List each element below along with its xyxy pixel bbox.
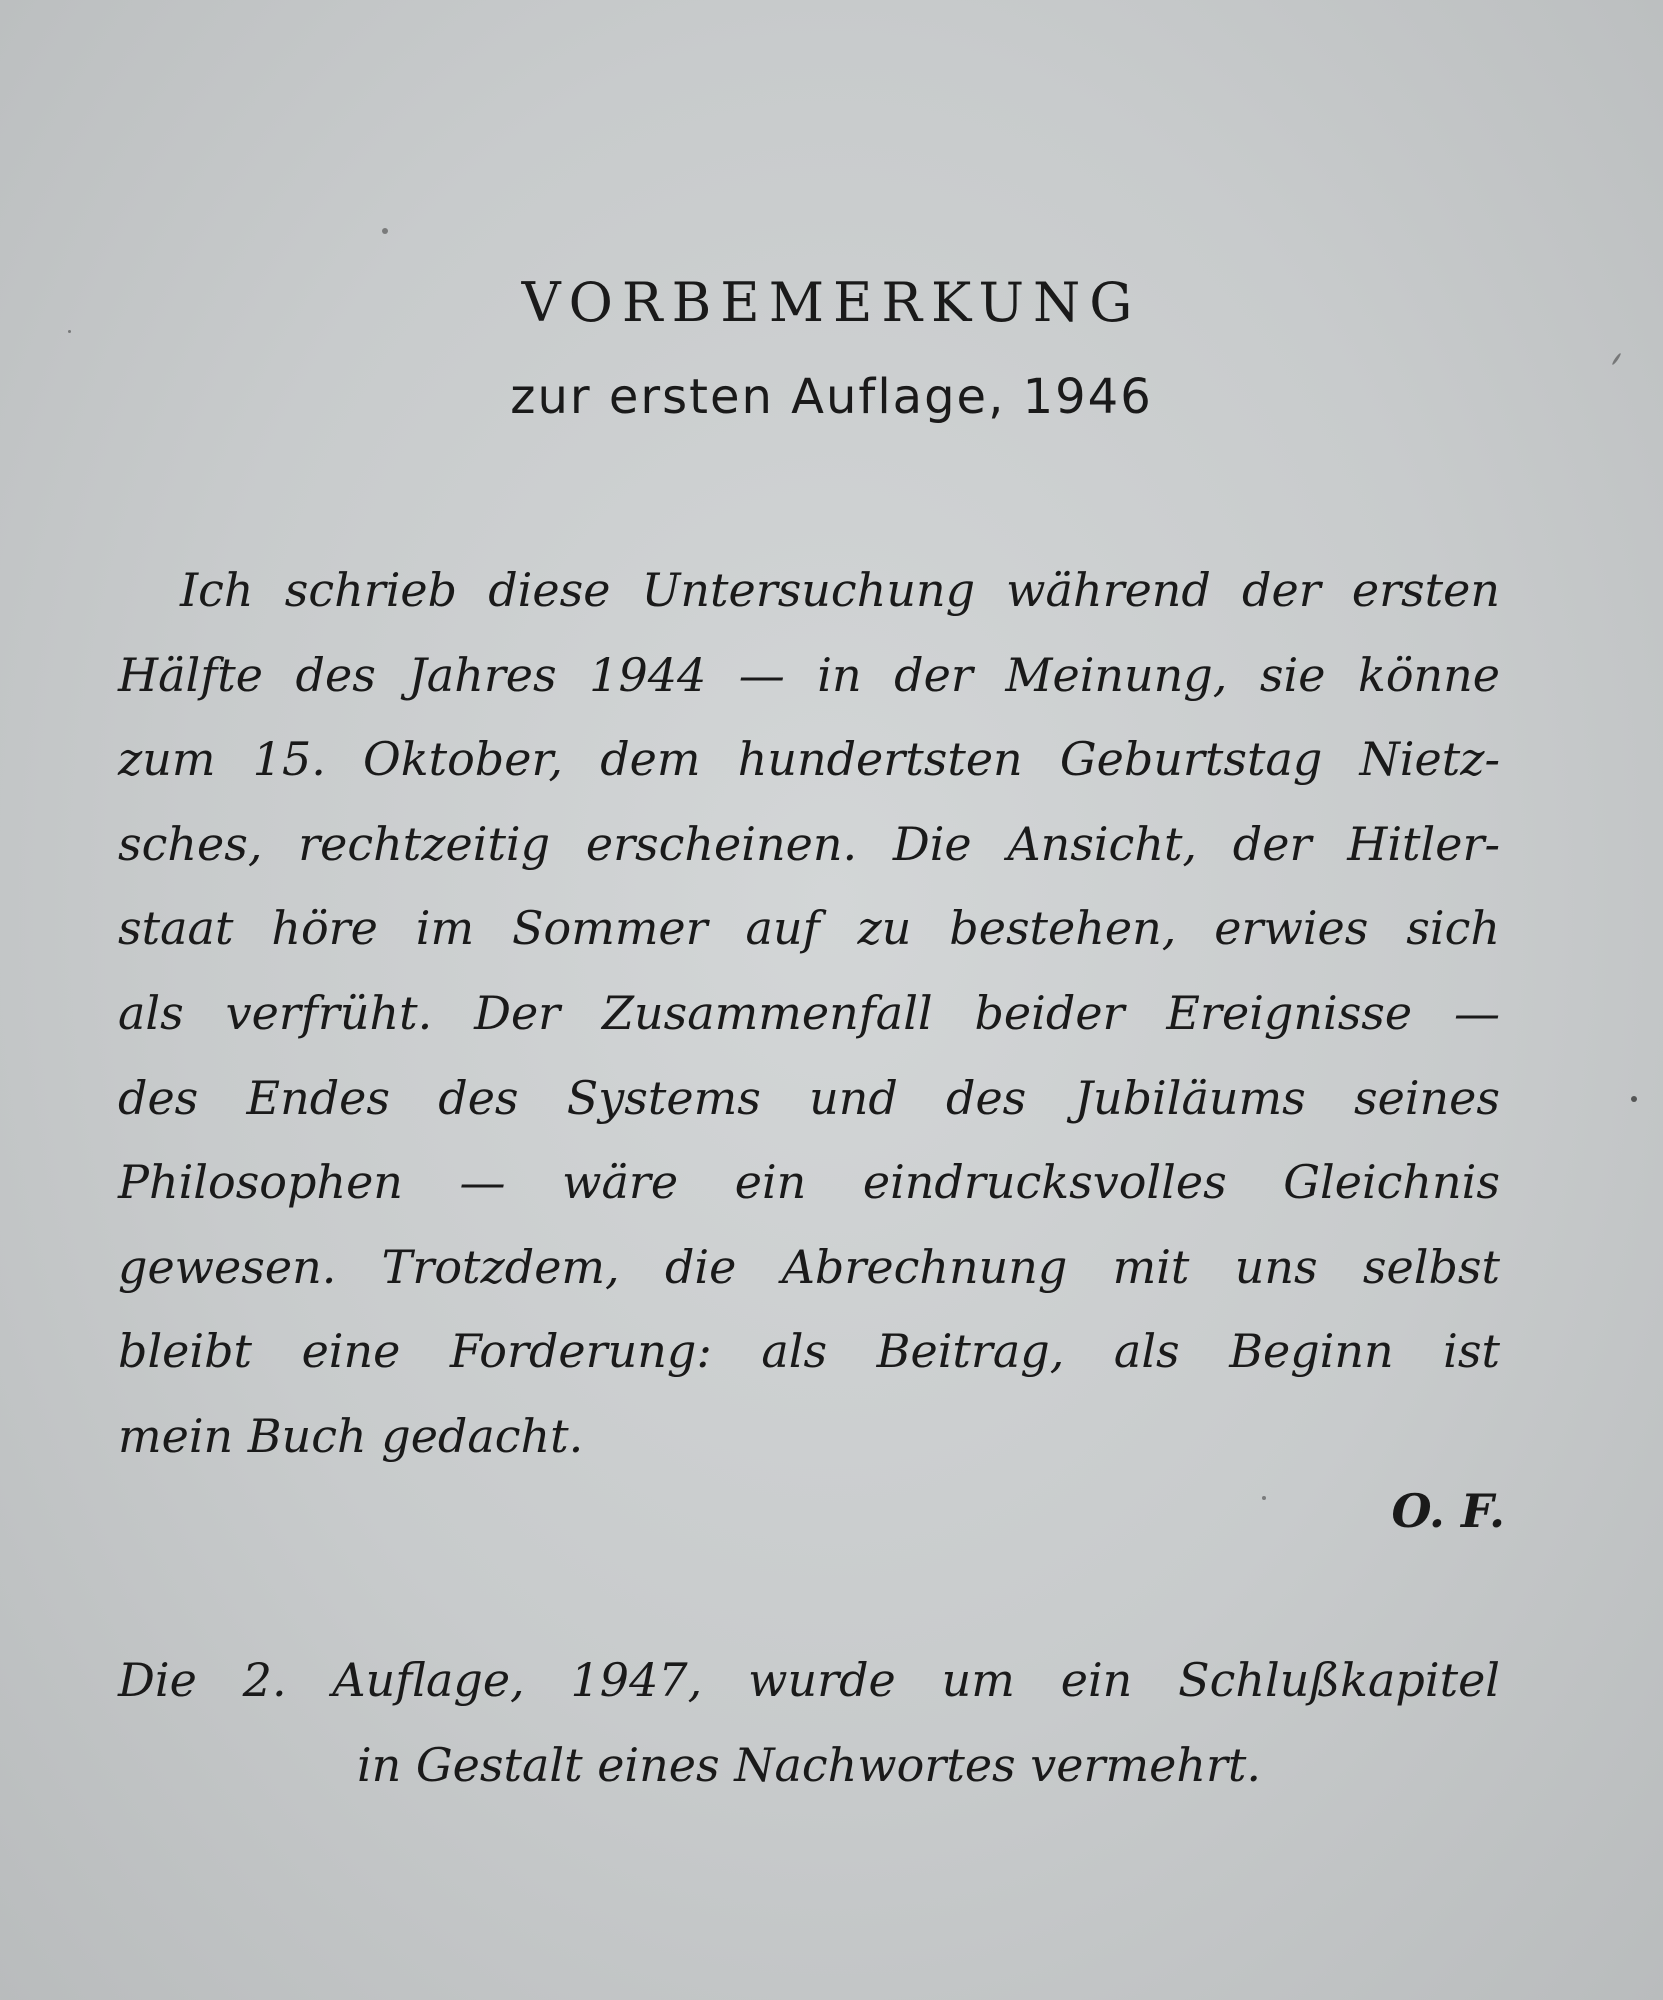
author-initials: O. F. [1391, 1484, 1505, 1538]
text-line: als verfrüht. Der Zusammenfall beider Ereignisse — [118, 985, 1500, 1040]
paper-speck [1262, 1496, 1266, 1500]
text-line: Ich schrieb diese Untersuchung während der ersten [180, 563, 1500, 617]
text-line: mein Buch gedacht. [118, 1408, 584, 1463]
text-line: des Endes des Systems und des Jubiläums seines [118, 1070, 1500, 1125]
second-edition-note [118, 1636, 1500, 1805]
text-line: zum 15. Oktober, dem hundertsten Geburtstag Nietz- [118, 732, 1500, 787]
paper-speck [382, 228, 388, 234]
text-line: sches, rechtzeitig erscheinen. Die Ansicht, der Hitler- [118, 816, 1500, 871]
text-line: staat höre im Sommer auf zu bestehen, erwies sich [118, 901, 1500, 956]
text-line: bleibt eine Forderung: als Beitrag, als Beginn ist [118, 1324, 1500, 1379]
page-subtitle: zur ersten Auflage, 1946 [510, 369, 1153, 425]
text-line: Philosophen — wäre ein eindrucksvolles Gleichnis [118, 1155, 1500, 1210]
page-title: VORBEMERKUNG [521, 271, 1142, 334]
foreword-paragraph [118, 548, 1500, 1479]
text-line: Hälfte des Jahres 1944 — in der Meinung, sie könne [118, 647, 1500, 702]
note-line: in Gestalt eines Nachwortes vermehrt. [356, 1737, 1262, 1792]
note-line: Die 2. Auflage, 1947, wurde um ein Schlußkapitel [118, 1653, 1500, 1707]
paper-speck [1631, 1096, 1637, 1102]
text-line: gewesen. Trotzdem, die Abrechnung mit uns selbst [118, 1239, 1500, 1294]
